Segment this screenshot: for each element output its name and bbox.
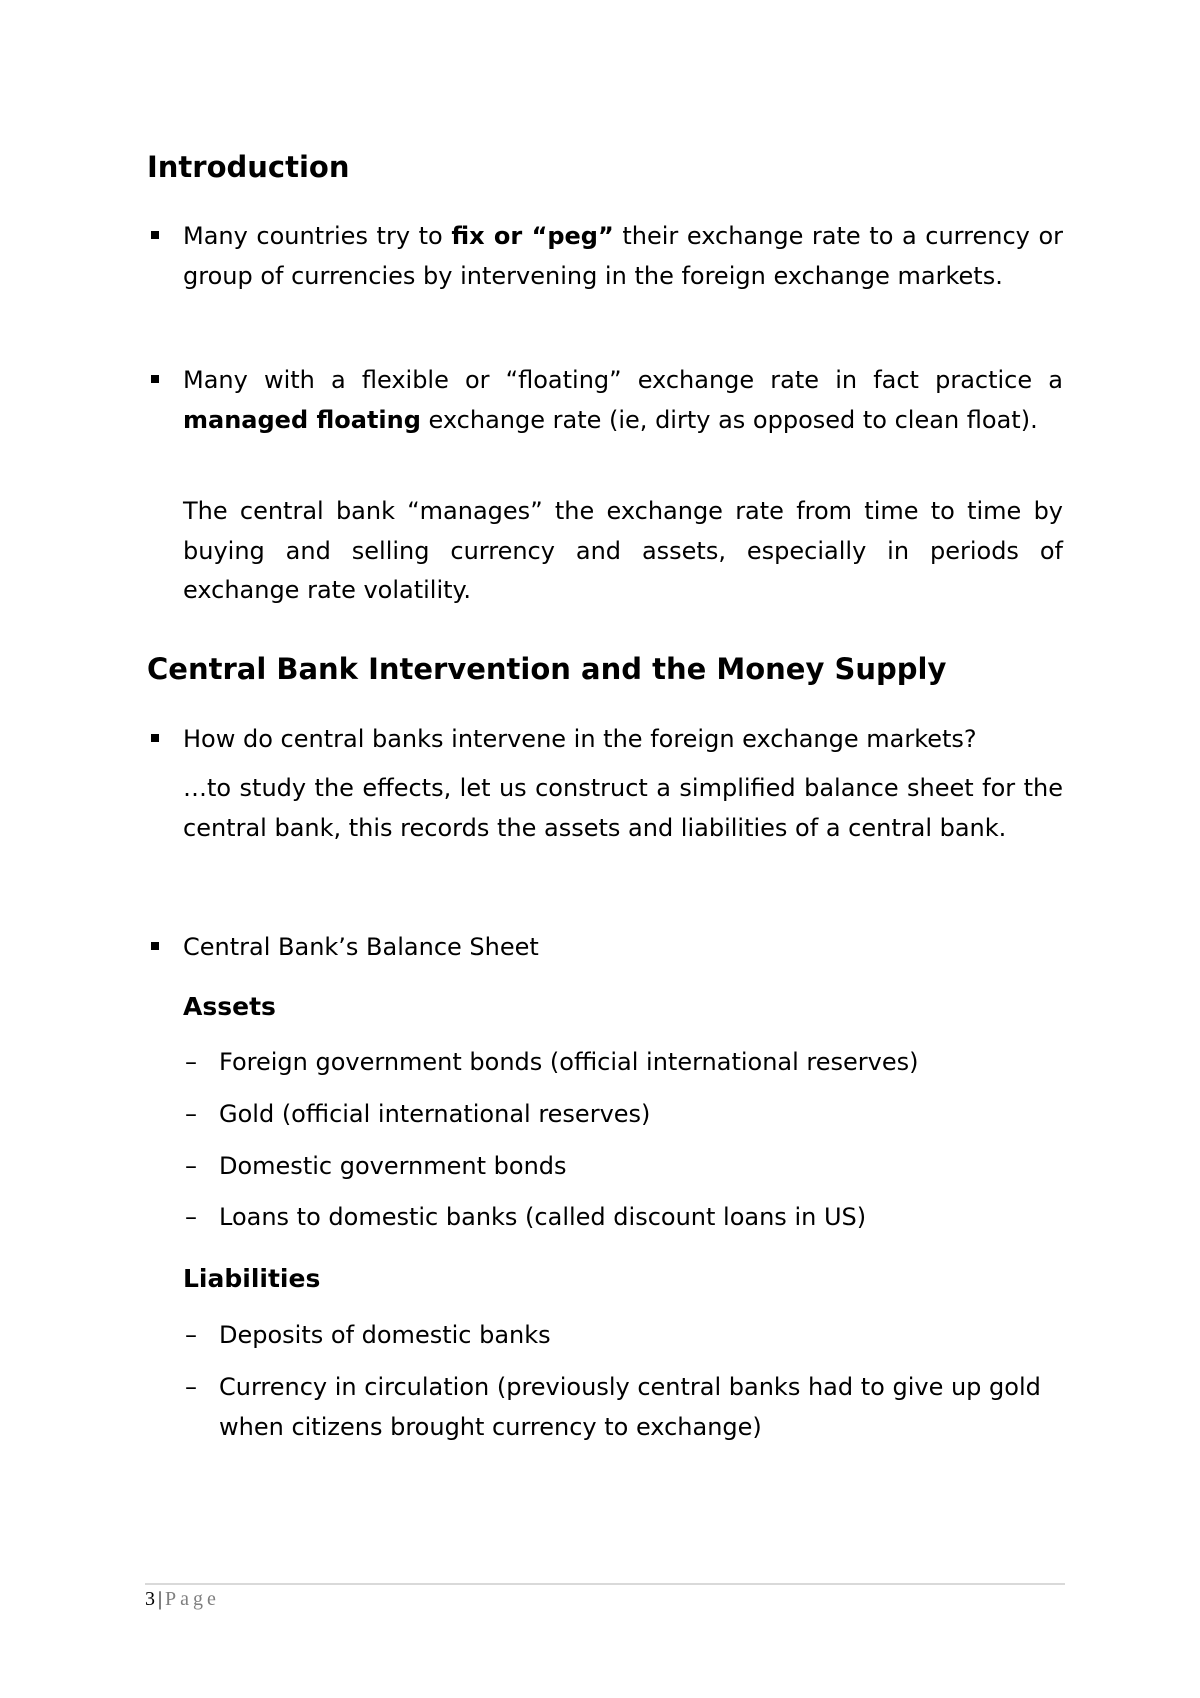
intervention-paragraph: …to study the effects, let us construct a simplified balance sheet for the central bank, this records the assets and liabilities of a central bank. (183, 774, 1063, 842)
dash-marker: – (185, 1373, 197, 1401)
bullet-text-bold: managed floating (183, 405, 421, 434)
page-number: 3 (145, 1588, 155, 1610)
liability-item-text: Deposits of domestic banks (219, 1321, 551, 1349)
page-label: Page (165, 1588, 220, 1610)
bullet-text-before: Many with a flexible or “floating” exchange rate in fact practice a (183, 366, 1063, 394)
bullet-marker-icon (151, 375, 159, 383)
intro-paragraph: The central bank “manages” the exchange rate from time to time by buying and selling currency and assets, especially in periods of exchange rate volatility. (183, 497, 1063, 604)
bullet-marker-icon (151, 734, 159, 742)
bullet-text: Central Bank’s Balance Sheet (183, 933, 539, 961)
asset-item (183, 1147, 1063, 1187)
assets-heading: Assets (183, 992, 276, 1021)
asset-item-text: Loans to domestic banks (called discount loans in US) (219, 1203, 867, 1231)
asset-item (183, 1095, 1063, 1135)
bullet-marker-icon (151, 231, 159, 239)
dash-marker: – (185, 1203, 197, 1231)
footer-divider (145, 1583, 1065, 1585)
dash-marker: – (185, 1048, 197, 1076)
intro-bullet-peg (147, 217, 1063, 296)
introduction-heading: Introduction (147, 150, 350, 184)
bullet-text-before: Many countries try to (183, 222, 452, 250)
asset-item (183, 1043, 1063, 1083)
asset-item-text: Gold (official international reserves) (219, 1100, 651, 1128)
balance-sheet-bullet (147, 928, 1063, 968)
bullet-text (147, 361, 1063, 440)
liability-item-text: Currency in circulation (previously central banks had to give up gold when citizens brought currency to exchange) (219, 1373, 1041, 1441)
dash-marker: – (185, 1152, 197, 1180)
liability-item (183, 1316, 1063, 1356)
liabilities-heading: Liabilities (183, 1264, 321, 1293)
bullet-text: How do central banks intervene in the foreign exchange markets? (183, 725, 977, 753)
bullet-marker-icon (151, 942, 159, 950)
asset-item (183, 1198, 1063, 1238)
asset-item-text: Domestic government bonds (219, 1152, 567, 1180)
footer-separator: | (158, 1588, 163, 1610)
bullet-text-after: exchange rate (ie, dirty as opposed to clean float). (420, 405, 1038, 434)
intervention-bullet-question (147, 720, 1063, 760)
intro-bullet-managed-floating (147, 361, 1063, 440)
page-footer (145, 1588, 220, 1611)
liability-item (183, 1368, 1063, 1447)
bullet-text-after: their exchange rate to a currency or group of currencies by intervening in the foreign exchange markets. (183, 222, 1063, 290)
bullet-text-bold: fix or “peg” (451, 222, 614, 250)
dash-marker: – (185, 1100, 197, 1128)
dash-marker: – (185, 1321, 197, 1349)
asset-item-text: Foreign government bonds (official international reserves) (219, 1048, 919, 1076)
intervention-heading: Central Bank Intervention and the Money Supply (147, 652, 947, 686)
bullet-text (147, 217, 1063, 296)
